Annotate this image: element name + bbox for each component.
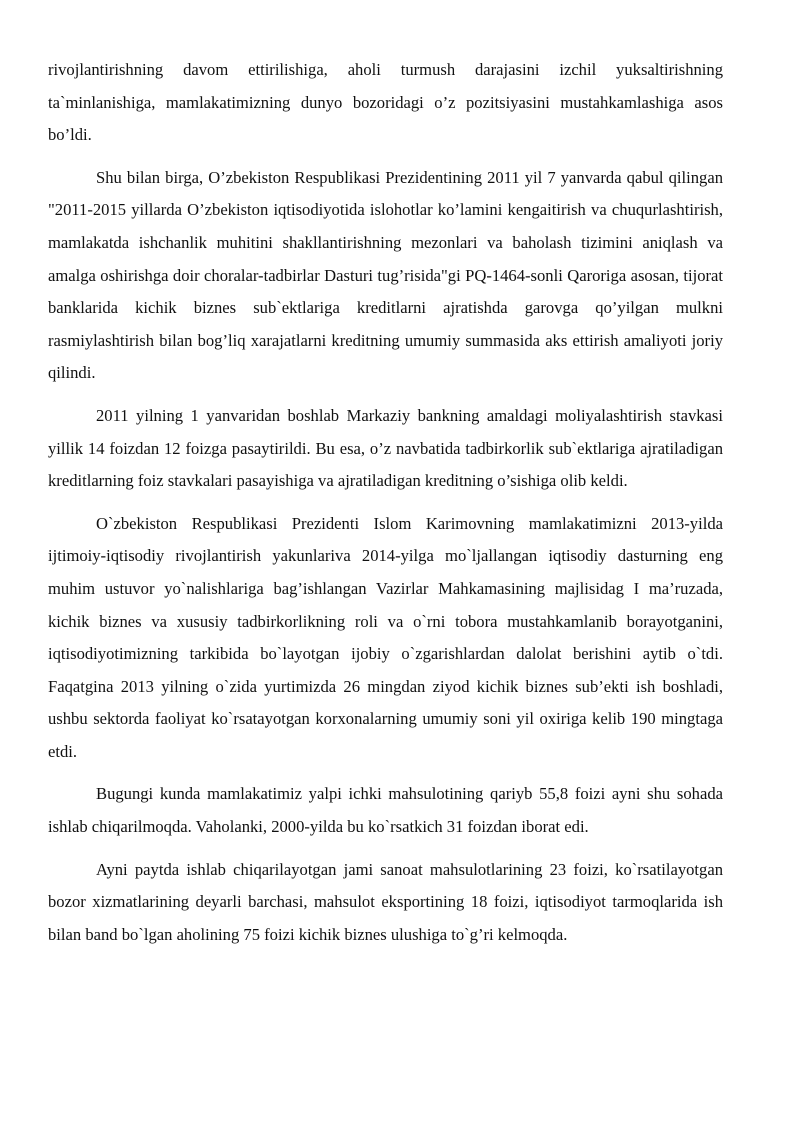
paragraph-industry-share: Ayni paytda ishlab chiqarilayotgan jami sanoat mahsulotlarining 23 foizi, ko`rsatilayotgan bozor xizmatlarining deyarli barchasi, mahsulot eksportining 18 foizi, iqtisodiyot tarmoqlarida ish bilan band bo`lgan aholining 75 foizi kichik biznes ulushiga to`g’ri kelmoqda. — [48, 859, 723, 944]
paragraph-small-business-results: O`zbekiston Respublikasi Prezidenti Islom Karimovning mamlakatimizni 2013-yilda ijtimoiy-iqtisodiy rivojlantirish yakunlariva 2014-yilga mo`ljallangan iqtisodiy dasturning eng muhim ustuvor yo`nalishlariga bag’ishlangan Vazirlar Mahkamasining majlisidag I ma’ruzada, kichik biznes va xususiy tadbirkorlikning roli va o`rni tobora mustahkamlanib borayotganini, iqtisodiyotimizning tarkibida bo`layotgan ijobiy o`zgarishlardan dalolat berishini aytib o`tdi. Faqatgina 2013 yilning o`zida yurtimizda 26 mingdan ziyod kichik biznes sub’ekti ish boshladi, ushbu sektorda faoliyat ko`rsatayotgan korxonalarning umumiy soni yil oxiriga kelib 190 mingtaga etdi. — [48, 513, 723, 761]
paragraph-presidential-decree: Shu bilan birga, O’zbekiston Respublikasi Prezidentining 2011 yil 7 yanvarda qabul qilingan "2011-2015 yillarda O’zbekiston iqtisodiyotida islohotlar ko’lamini kengaitirish va chuqurlashtirish, mamlakatda ishchanlik muhitini shakllantirishning mezonlari va baholash tizimini aniqlash va amalga oshirishga doir choralar-tadbirlar Dasturi tug’risida"gi PQ-1464-sonli Qaroriga asosan, tijorat banklarida kichik biznes sub`ektlariga kreditlarni ajratishda garovga qo’yilgan mulkni rasmiylashtirish bilan bog’liq xarajatlarni kreditning umumiy summasida aks ettirish amaliyoti joriy qilindi. — [48, 167, 723, 383]
paragraph-continuation: rivojlantirishning davom ettirilishiga, aholi turmush darajasini izchil yuksaltirishning ta`minlanishiga, mamlakatimizning dunyo bozoridagi o’z pozitsiyasini mustahkamlashiga asos bo’ldi. — [48, 60, 723, 145]
document-page — [48, 54, 723, 961]
paragraph-gdp-share: Bugungi kunda mamlakatimiz yalpi ichki mahsulotining qariyb 55,8 foizi ayni shu sohada ishlab chiqarilmoqda. Vaholanki, 2000-yilda bu ko`rsatkich 31 foizdan iborat edi. — [48, 784, 723, 837]
paragraph-refinancing-rate: 2011 yilning 1 yanvaridan boshlab Markaziy bankning amaldagi moliyalashtirish stavkasi yillik 14 foizdan 12 foizga pasaytirildi. Bu esa, o’z navbatida tadbirkorlik sub`ektlariga ajratiladigan kreditlarning foiz stavkalari pasayishiga va ajratiladigan kreditning o’sishiga olib keldi. — [48, 405, 723, 491]
